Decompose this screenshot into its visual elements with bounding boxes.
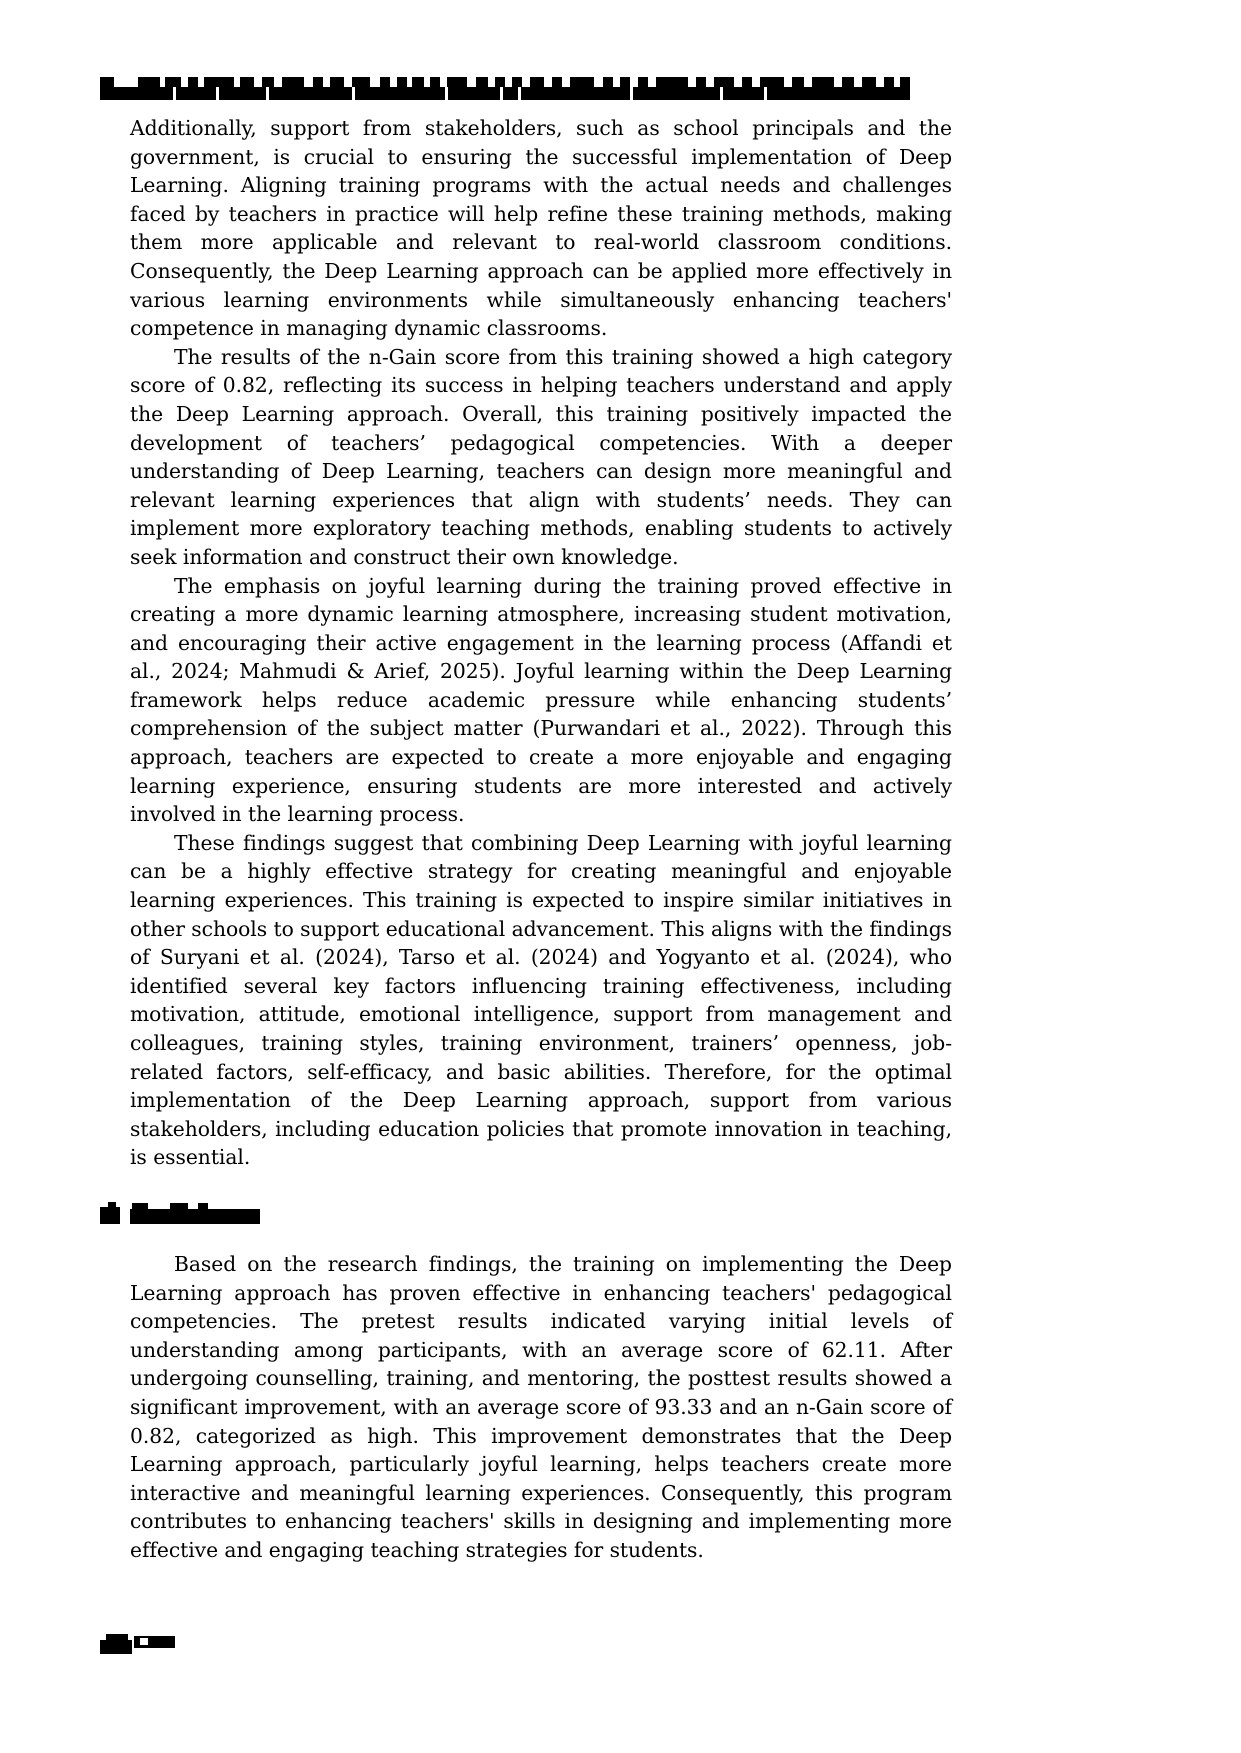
section-heading-number-redaction [100,1207,120,1224]
header-redaction-segment [696,77,706,89]
header-redaction-segment [100,77,114,89]
header-redaction-notch [173,87,176,100]
section-heading-word-redaction [130,1209,260,1224]
header-redaction-segment [714,77,734,89]
header-redaction-notch [630,87,633,100]
header-redaction-segment [603,77,613,89]
footer-redaction-notch [128,1634,134,1638]
header-redaction-segment [313,77,323,89]
header-redaction-notch [445,87,448,100]
header-redaction-segment [620,77,630,89]
footer-redaction-segment [106,1634,128,1641]
header-redaction-segment [476,77,488,89]
header-redaction-notch [500,87,503,100]
header-redaction-segment [138,77,160,89]
header-redaction-notch [266,87,269,100]
header-redaction-notch [764,87,767,100]
header-redaction-segment [330,77,344,89]
conclusion-body [130,1250,952,1565]
redacted-footer-block [100,1634,175,1654]
footer-redaction-notch [140,1638,148,1645]
section-heading-ascender [198,1203,208,1210]
header-redaction-segment [792,77,804,89]
section-heading-ascender [132,1203,148,1210]
header-redaction-segment [900,77,910,89]
header-redaction-segment [638,77,648,89]
redacted-section-heading [100,1202,260,1224]
header-redaction-notch [518,87,521,100]
paragraph-findings-suggest: These findings suggest that combining Deep Learning with joyful learning can be a highly effective strategy for creating meaningful and enjoyable learning experiences. This training is expected to inspire similar initiatives in other schools to support educational advancement. This aligns with the findings of Suryani et al. (2024), Tarso et al. (2024) and Yogyanto et al. (2024), who identified several key factors influencing training effectiveness, including motivation, attitude, emotional intelligence, support from management and colleagues, training styles, training environment, trainers’ openness, job-related factors, self-efficacy, and basic abilities. Therefore, for the optimal implementation of the Deep Learning approach, support from various stakeholders, including education policies that promote innovation in teaching, is essential. [130,830,952,1170]
header-redaction-segment [412,77,424,89]
paragraph-ngain-results: The results of the n-Gain score from this training showed a high category score of 0.82, reflecting its success in helping teachers understand and apply the Deep Learning approach. Overall, this training positively impacted the development of teachers’ pedagogical competencies. With a deeper understanding of Deep Learning, teachers can design more meaningful and relevant learning experiences that align with students’ needs. They can implement more exploratory teaching methods, enabling students to actively seek information and construct their own knowledge. [130,344,952,569]
header-redaction-segment [380,77,390,89]
header-redaction-notch [720,87,723,100]
header-redaction-segment [240,77,254,89]
header-redaction-segment [188,77,198,89]
header-redaction-segment [430,77,440,89]
header-redaction-segment [552,77,562,89]
header-redaction-segment [570,77,594,89]
header-redaction-segment [204,77,234,89]
section-heading-ascender [170,1203,188,1210]
header-redaction-segment [397,77,407,89]
header-redaction-segment [742,77,752,89]
header-redaction-segment [812,77,834,89]
footer-redaction-segment [100,1640,132,1654]
header-redaction-segment [530,77,544,89]
paragraph-stakeholder-support: Additionally, support from stakeholders, such as school principals and the government, is crucial to ensuring the successful implementation of Deep Learning. Aligning training programs with the actual needs and challenges faced by teachers in practice will help refine these training methods, making them more applicable and relevant to real-world classroom conditions. Consequently, the Deep Learning approach can be applied more effectively in various learning environments while simultaneously enhancing teachers' competence in managing dynamic classrooms. [130,116,952,341]
header-redaction-segment [862,77,876,89]
header-redaction-segment [447,77,467,89]
header-redaction-notch [216,87,219,100]
header-redaction-segment [282,77,304,89]
header-redaction-segment [884,77,894,89]
paragraph-conclusion: Based on the research findings, the training on implementing the Deep Learning approach has proven effective in enhancing teachers' pedagogical competencies. The pretest results indicated varying initial levels of understanding among participants, with an average score of 62.11. After undergoing counselling, training, and mentoring, the posttest results showed a significant improvement, with an average score of 93.33 and an n-Gain score of 0.82, categorized as high. This improvement demonstrates that the Deep Learning approach, particularly joyful learning, helps teachers create more interactive and meaningful learning experiences. Consequently, this program contributes to enhancing teachers' skills in designing and implementing more effective and engaging teaching strategies for students. [130,1252,952,1562]
section-heading-number-ascender [108,1202,116,1209]
header-redaction-segment [842,77,854,89]
header-redaction-segment [656,77,688,89]
paragraph-joyful-learning: The emphasis on joyful learning during the training proved effective in creating a more dynamic learning atmosphere, increasing student motivation, and encouraging their active engagement in the learning process (Affandi et al., 2024; Mahmudi & Arief, 2025). Joyful learning within the Deep Learning framework helps reduce academic pressure while enhancing students’ comprehension of the subject matter (Purwandari et al., 2022). Through this approach, teachers are expected to create a more enjoyable and engaging learning experience, ensuring students are more interested and actively involved in the learning process. [130,573,952,827]
header-redaction-notch [352,87,355,100]
document-body [130,114,952,1172]
redacted-header-bar [100,77,910,100]
